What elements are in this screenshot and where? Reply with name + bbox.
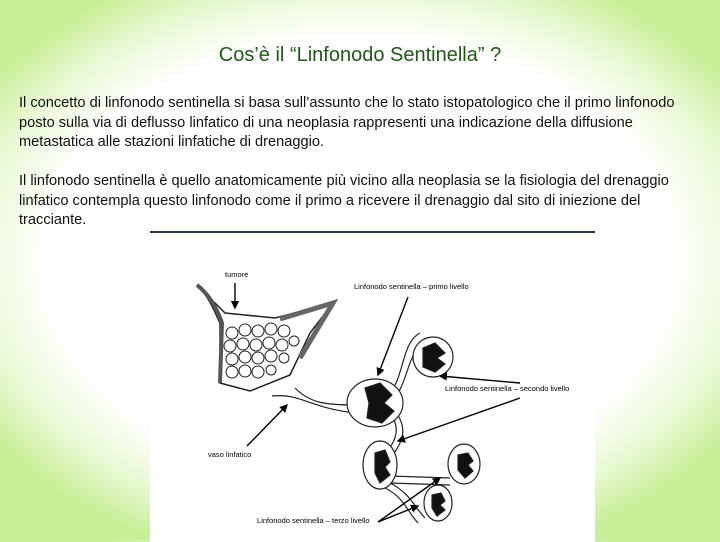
paragraph-concept: Il concetto di linfonodo sentinella si basa sull’assunto che lo stato istopatologico che il primo linfonodo posto sulla via di deflusso linfatico di una neoplasia rappresenti una indicazione della diffusione metastatica alle stazioni linfatiche di drenaggio. [19,95,675,151]
paragraph-definition: Il linfonodo sentinella è quello anatomicamente più vicino alla neoplasia se la fisiologia del drenaggio linfatico contempla questo linfonodo come il primo a ricevere il drenaggio dal sito di iniezione del tracciante. [19,173,669,229]
slide-title: Cos’è il “Linfonodo Sentinella” ? [218,44,502,66]
label-terzo-livello: Linfonodo sentinella – terzo livello [257,516,370,525]
tumor-mass [197,285,333,391]
lymph-nodes [347,337,480,521]
label-secondo-livello: Linfonodo sentinella – secondo livello [445,384,570,393]
label-vaso-linfatico: vaso linfatico [208,450,252,459]
label-primo-livello: Linfonodo sentinella – primo livello [354,282,469,291]
label-tumore: tumore [225,270,249,279]
sentinel-node-diagram [150,231,595,542]
